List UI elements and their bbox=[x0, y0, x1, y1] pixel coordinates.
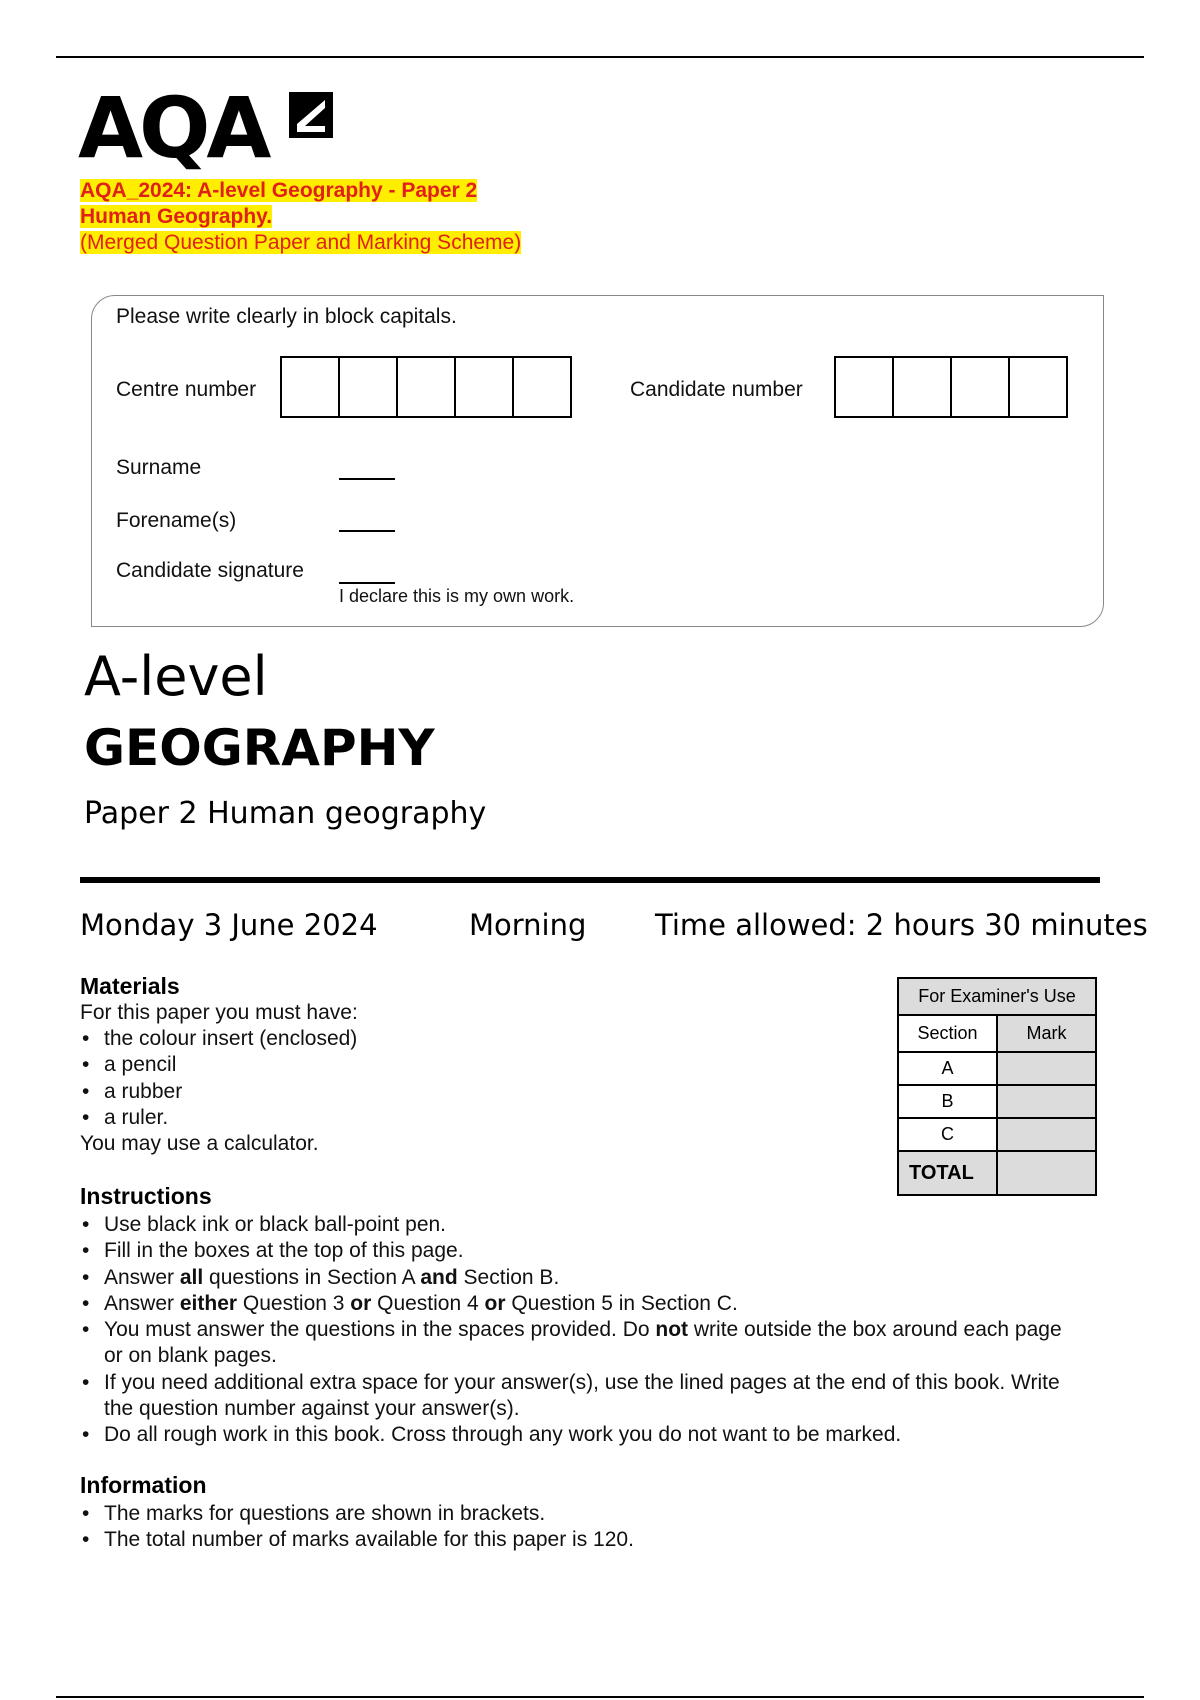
list-item: • Answer all questions in Section A and Section B. bbox=[80, 1265, 1080, 1291]
bottom-rule bbox=[56, 1696, 1144, 1698]
aqa-logo bbox=[78, 79, 268, 177]
list-item: • a ruler. bbox=[80, 1105, 357, 1131]
table-row bbox=[898, 1085, 1096, 1118]
list-item: • Do all rough work in this book. Cross through any work you do not want to be marked. bbox=[80, 1422, 1080, 1448]
candidate-number-boxes[interactable] bbox=[836, 356, 1068, 416]
note-line-3: (Merged Question Paper and Marking Scheme) bbox=[80, 231, 522, 254]
centre-number-boxes[interactable] bbox=[282, 356, 572, 416]
candidate-digit-box[interactable] bbox=[892, 356, 952, 418]
list-item: • The total number of marks available for this paper is 120. bbox=[80, 1527, 634, 1553]
section-cell: A bbox=[898, 1052, 997, 1085]
list-item: • Answer either Question 3 or Question 4 or Question 5 in Section C. bbox=[80, 1291, 1080, 1317]
surname-label: Surname bbox=[116, 456, 202, 479]
centre-digit-box[interactable] bbox=[396, 356, 456, 418]
qualification-level: A-level bbox=[84, 645, 268, 708]
mark-column-header: Mark bbox=[997, 1015, 1096, 1052]
mark-cell bbox=[997, 1118, 1096, 1151]
declaration-text: I declare this is my own work. bbox=[339, 586, 575, 606]
section-cell: B bbox=[898, 1085, 997, 1118]
centre-digit-box[interactable] bbox=[338, 356, 398, 418]
table-row bbox=[898, 1118, 1096, 1151]
block-capitals-instruction: Please write clearly in block capitals. bbox=[116, 305, 457, 328]
centre-digit-box[interactable] bbox=[454, 356, 514, 418]
forenames-label: Forename(s) bbox=[116, 509, 237, 532]
calculator-note: You may use a calculator. bbox=[80, 1132, 319, 1155]
list-item: • You must answer the questions in the spaces provided. Do not write outside the box around each page or on blank pages. bbox=[80, 1317, 1080, 1370]
mark-cell bbox=[997, 1085, 1096, 1118]
centre-digit-box[interactable] bbox=[280, 356, 340, 418]
examiner-table-title: For Examiner's Use bbox=[898, 978, 1096, 1015]
instructions-list bbox=[80, 1212, 1080, 1449]
materials-list bbox=[80, 1026, 357, 1131]
exam-date: Monday 3 June 2024 bbox=[80, 908, 378, 942]
materials-intro: For this paper you must have: bbox=[80, 1001, 358, 1024]
signature-field[interactable] bbox=[339, 582, 395, 584]
signature-label: Candidate signature bbox=[116, 559, 304, 582]
list-item: • The marks for questions are shown in brackets. bbox=[80, 1501, 634, 1527]
note-line-1: AQA_2024: A-level Geography - Paper 2 bbox=[80, 179, 478, 202]
instructions-heading: Instructions bbox=[80, 1183, 212, 1209]
forenames-field[interactable] bbox=[339, 530, 395, 532]
information-heading: Information bbox=[80, 1472, 207, 1498]
candidate-digit-box[interactable] bbox=[834, 356, 894, 418]
candidate-digit-box[interactable] bbox=[950, 356, 1010, 418]
table-row bbox=[898, 1052, 1096, 1085]
list-item: • a rubber bbox=[80, 1079, 357, 1105]
candidate-number-label: Candidate number bbox=[630, 378, 803, 401]
section-cell: C bbox=[898, 1118, 997, 1151]
candidate-digit-box[interactable] bbox=[1008, 356, 1068, 418]
centre-number-label: Centre number bbox=[116, 378, 257, 401]
total-label: TOTAL bbox=[898, 1151, 997, 1195]
table-row bbox=[898, 1151, 1096, 1195]
list-item: • a pencil bbox=[80, 1052, 357, 1078]
mark-cell bbox=[997, 1052, 1096, 1085]
centre-digit-box[interactable] bbox=[512, 356, 572, 418]
subject-title: GEOGRAPHY bbox=[84, 719, 435, 777]
title-rule bbox=[80, 877, 1100, 883]
examiner-use-table bbox=[897, 977, 1097, 1196]
list-item: • If you need additional extra space for your answer(s), use the lined pages at the end of this book. Write the question number against your answer(s). bbox=[80, 1370, 1080, 1423]
list-item: • the colour insert (enclosed) bbox=[80, 1026, 357, 1052]
list-item: • Fill in the boxes at the top of this page. bbox=[80, 1238, 1080, 1264]
merged-paper-note bbox=[80, 178, 521, 256]
note-line-2: Human Geography. bbox=[80, 205, 273, 228]
logo-text: AQA bbox=[78, 79, 268, 177]
total-mark-cell bbox=[997, 1151, 1096, 1195]
list-item: • Use black ink or black ball-point pen. bbox=[80, 1212, 1080, 1238]
exam-session: Morning bbox=[469, 908, 587, 942]
paper-title: Paper 2 Human geography bbox=[84, 796, 487, 831]
section-column-header: Section bbox=[898, 1015, 997, 1052]
information-list bbox=[80, 1501, 634, 1554]
top-rule bbox=[56, 56, 1144, 58]
surname-field[interactable] bbox=[339, 478, 395, 480]
materials-heading: Materials bbox=[80, 973, 180, 999]
logo-mark-icon bbox=[283, 88, 339, 144]
time-allowed: Time allowed: 2 hours 30 minutes bbox=[655, 908, 1148, 942]
